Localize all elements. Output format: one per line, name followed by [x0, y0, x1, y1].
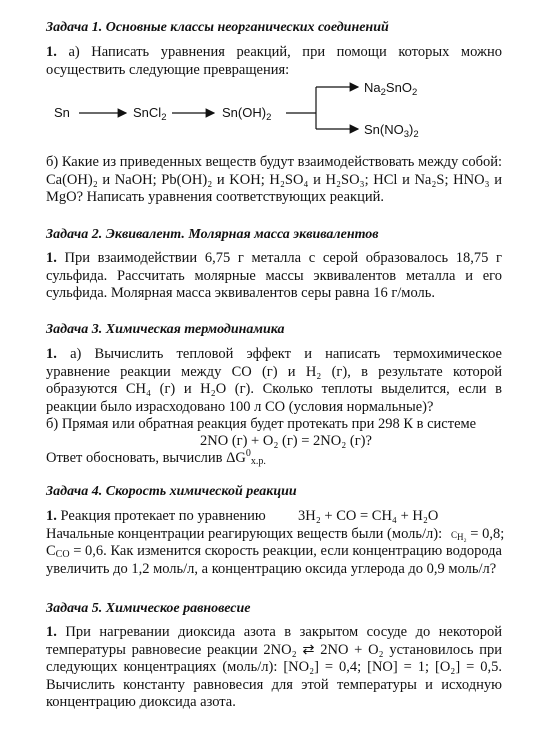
- task3-question: [46, 346, 502, 416]
- task3-q1-number: 1.: [46, 346, 57, 362]
- scheme-sncl2: SnCl$_2$: [133, 105, 167, 123]
- task1-q1-text: а) Написать уравнения реакций, при помощи которых можно осуществить следующие превращения:: [46, 44, 502, 78]
- task3-answer-text: Ответ обосновать, вычислив ΔG: [46, 450, 246, 466]
- task5-question: [46, 624, 502, 712]
- task4-ch2-value: = 0,8;: [466, 526, 505, 542]
- task5-q1-number: 1.: [46, 624, 57, 640]
- task4-equation: 3H₂ + CO = CH₄ + H₂O: [298, 508, 439, 524]
- task5-q1-text: При нагревании диоксида азота в закрытом сосуде до некоторой температуры равновесие реакции 2NO₂ ⇄ 2NO + O₂ установилось при следующих концентрациях (моль/л): [NO₂] = 0,4; [NO] = 1; [O₂] = 0,5. Вычислить константу равновесия для этой температуры и исходную концентрацию диоксида азота.: [46, 624, 502, 710]
- task1-part-b: б) Какие из приведенных веществ будут взаимодействовать между собой: Ca(OH)₂ и NaOH; Pb(OH)₂ и KOH; H₂SO₄ и H₂SO₃; HCl и Na₂S; HNO₃ и MgO? Написать уравнения соответствующих реакций.: [46, 154, 502, 205]
- task4-ch2-sub: H₂: [457, 532, 467, 542]
- task4-ch2: [451, 526, 504, 543]
- task3-q1-text: а) Вычислить тепловой эффект и написать термохимическое уравнение реакции между CO (г) и H₂ (г), в результате которой образуются CH₄ (г) и H₂O (г). Сколько теплоты выделится, если в реакции было израсходовано 100 л CO (условия нормальные)?: [46, 346, 502, 415]
- task4-q1-text: Реакция протекает по уравнению: [56, 508, 266, 524]
- task2-q1-number: 1.: [46, 250, 57, 266]
- task4-line3-text: = 0,6. Как изменится скорость реакции, если концентрацию водорода увеличить до 1,2 моль/л, а концентрацию оксида углерода до 0,9 моль/л?: [46, 543, 502, 577]
- task3-equation: 2NO (г) + O₂ (г) = 2NO₂ (г)?: [200, 433, 372, 449]
- task4-cco-c: C: [46, 543, 56, 559]
- task3-answer-sup: 0: [245, 448, 251, 460]
- task3-title: Задача 3. Химическая термодинамика: [46, 322, 285, 337]
- task4-line1: [46, 508, 266, 525]
- task4-ch2-c: C: [451, 530, 458, 540]
- task3-answer-sub: х.р.: [250, 456, 266, 467]
- task3-answer: [46, 450, 266, 467]
- scheme-snoh2: $Sn(OH)_2$: [222, 105, 272, 123]
- task4-line2: [46, 526, 442, 543]
- scheme-snno32: $Sn(NO_3)_2$: [364, 122, 419, 140]
- task4-q1-number: 1.: [46, 508, 57, 524]
- scheme-na2sno2: $Na_2SnO_2$: [364, 80, 418, 98]
- scheme-sn: Sn: [54, 105, 70, 120]
- task1-q1-number: 1.: [46, 44, 57, 60]
- task4-cco-sub: CO: [55, 549, 70, 560]
- task4-line3: [46, 543, 502, 578]
- transformation-scheme: [46, 72, 516, 142]
- task2-q1-text: При взаимодействии 6,75 г металла с серой образовалось 18,75 г сульфида. Рассчитать молярные массы эквивалентов металла и его сульфида. Молярная масса эквивалентов серы равна 16 г/моль.: [46, 250, 502, 301]
- task4-line2-text: Начальные концентрации реагирующих веществ были (моль/л):: [46, 526, 443, 542]
- task4-title: Задача 4. Скорость химической реакции: [46, 484, 297, 499]
- task1-title: Задача 1. Основные классы неорганических соединений: [46, 20, 389, 35]
- task3-part-b: б) Прямая или обратная реакция будет протекать при 298 К в системе: [46, 416, 477, 432]
- task2-question: [46, 250, 502, 303]
- task2-title: Задача 2. Эквивалент. Молярная масса эквивалентов: [46, 227, 379, 242]
- task5-title: Задача 5. Химическое равновесие: [46, 601, 251, 616]
